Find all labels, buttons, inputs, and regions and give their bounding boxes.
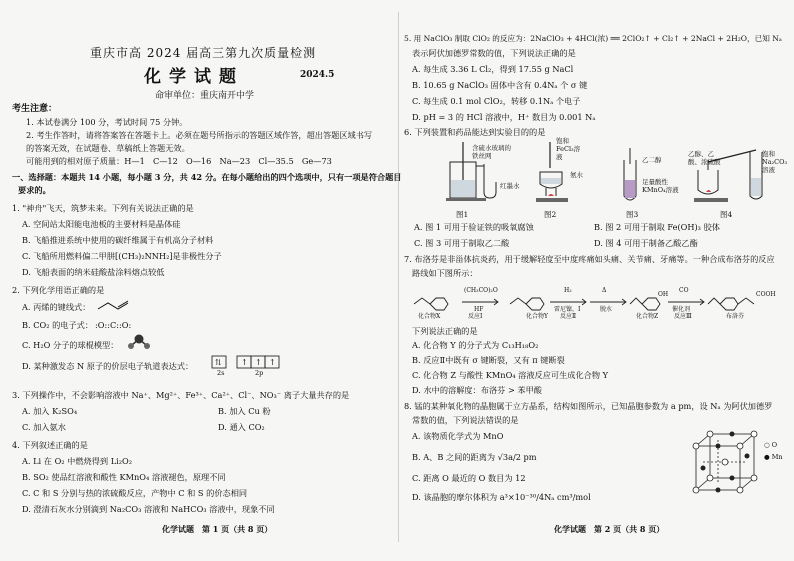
q7-name-r1: 反应Ⅰ [468, 313, 483, 320]
q5-option-b: B. 10.65 g NaClO₃ 固体中含有 0.4Nₐ 个 σ 键 [412, 80, 588, 90]
q7-name-r2: 反应Ⅱ [560, 313, 577, 320]
orbital-2p-label: 2p [255, 369, 264, 377]
q3-option-b: B. 加入 Cu 粉 [218, 406, 271, 416]
fig4-caption: 图4 [720, 210, 733, 219]
q6-option-b: B. 图 2 可用于制取 Fe(OH)₃ 胶体 [594, 222, 720, 232]
q1-option-a: A. 空间站太阳能电池板的主要材料是晶体硅 [22, 219, 181, 229]
q4-option-c: C. C 和 S 分别与热的浓硫酸反应，产物中 C 和 S 的价态相同 [22, 488, 248, 498]
q6-option-a: A. 图 1 可用于验证铁的吸氧腐蚀 [414, 222, 534, 232]
q2-option-c: C. H₂O 分子的球棍模型： [22, 340, 119, 350]
q2-option-d: D. 某种激发态 N 原子的价层电子轨道表达式： [22, 361, 194, 371]
q6-option-c: C. 图 3 可用于制取乙二酸 [414, 238, 510, 248]
q7-stem: 7. 布洛芬是非甾体抗炎药，用于缓解轻度至中度疼痛如头痛、关节痛、牙痛等。一种合成布洛芬的反应 [404, 254, 775, 264]
q7-reagent-2: H₂ [564, 287, 572, 294]
q8-option-b: B. A、B 之间的距离为 √3a/2 pm [412, 452, 537, 462]
crystal-cell-icon [690, 428, 760, 502]
q3-option-c: C. 加入氨水 [22, 422, 66, 432]
q8-stem-cont: 常数的值，下列说法错误的是 [412, 415, 519, 425]
section1-heading: 一、选择题：本题共 14 小题，每小题 3 分，共 42 分。在每小题给出的四个选项中，只有一项是符合题目 [12, 172, 402, 182]
q1-option-d: D. 飞船表面的纳米硅酸盐涂料熔点较低 [22, 267, 165, 277]
exam-date: 2024.5 [300, 70, 335, 80]
orbital-2s-label: 2s [217, 369, 225, 377]
q2-option-b: B. CO₂ 的电子式： [22, 320, 94, 330]
notice-2: 2. 考生作答时，请将答案答在答题卡上。必须在题号所指示的答题区域作答，超出答题区域书写 [26, 130, 373, 140]
q7-reagent-2b: 雷尼镍，I [554, 306, 581, 313]
apparatus-fig3-icon [618, 146, 642, 206]
fig1-label-ink: 红墨水 [500, 182, 520, 190]
section1-heading-cont: 要求的。 [18, 185, 51, 195]
fig4-label-na2co3: 饱和Na₂CO₃溶液 [762, 150, 788, 174]
q7-question: 下列说法正确的是 [412, 326, 478, 336]
legend-mn-icon: ● [764, 453, 772, 461]
q7-oh-label: OH [658, 291, 669, 298]
fig1-caption: 图1 [456, 210, 469, 219]
legend-o [764, 440, 777, 450]
q7-name-ibuprofen: 布洛芬 [726, 313, 745, 320]
right-page [404, 0, 786, 561]
fig4-label-reagents: 乙醇、乙酸、浓硫酸 [688, 150, 721, 166]
fig2-label-fecl3: 饱和FeCl₃溶液 [556, 137, 581, 161]
q7-name-z: 化合物Z [636, 313, 659, 320]
q1-option-b: B. 飞船推进系统中使用的碳纤维属于有机高分子材料 [22, 235, 214, 245]
svg-text:⇅: ⇅ [215, 358, 222, 367]
q7-name-y: 化合物Y [526, 313, 548, 320]
q8-option-c: C. 距离 O 最近的 O 数目为 12 [412, 473, 526, 483]
q8-stem: 8. 锰的某种氧化物的晶胞属于立方晶系，结构如图所示，已知晶胞参数为 a pm，设 Nₐ 为阿伏加德罗 [404, 401, 773, 411]
q7-cooh-label: COOH [756, 291, 776, 298]
q1-stem: 1. "神舟"飞天，筑梦未来。下列有关说法正确的是 [12, 203, 194, 213]
q1-option-c: C. 飞船所用燃料偏二甲肼[(CH₃)₂NNH₂]是非极性分子 [22, 251, 222, 261]
legend-mn-label: Mn [771, 453, 783, 461]
q4-option-a: A. Li 在 O₂ 中燃烧得到 Li₂O₂ [22, 456, 133, 466]
q5-option-a: A. 每生成 3.36 L Cl₂，得到 17.55 g NaCl [412, 64, 574, 74]
q7-reagent-1b: HF [474, 306, 484, 313]
setter-line: 命审单位：重庆南开中学 [155, 91, 255, 101]
q7-option-d: D. 水中的溶解度：布洛芬 > 苯甲酸 [412, 385, 542, 395]
q7-reagent-1: (CH₃CO)₂O [464, 287, 498, 294]
q3-option-d: D. 通入 CO₂ [218, 422, 265, 432]
legend-o-label: O [771, 441, 778, 449]
q5-stem: 5. 用 NaClO₃ 制取 ClO₂ 的反应为：2NaClO₃ + 4HCl(浓) ══ 2ClO₂↑ + Cl₂↑ + 2NaCl + 2H₂O，已知 Nₐ [404, 34, 782, 43]
q2-option-a: A. 丙烯的键线式： [22, 302, 91, 312]
q4-option-d: D. 澄清石灰水分别滴到 Na₂CO₃ 溶液和 NaHCO₃ 溶液中，现象不同 [22, 504, 275, 514]
q4-option-b: B. SO₂ 使品红溶液和酸性 KMnO₄ 溶液褪色，原理不同 [22, 472, 226, 482]
q5-option-d: D. pH = 3 的 HCl 溶液中，H⁺ 数目为 0.001 Nₐ [412, 112, 596, 122]
co2-electron-formula: :O::C::O: [95, 320, 132, 330]
q6-stem: 6. 下列装置和药品能达到实验目的的是 [404, 127, 546, 137]
q7-option-b: B. 反应Ⅱ中既有 σ 键断裂，又有 π 键断裂 [412, 355, 565, 365]
q2-stem: 2. 下列化学用语正确的是 [12, 285, 105, 295]
fig2-caption: 图2 [544, 210, 557, 219]
q6-option-d: D. 图 4 可用于制备乙酸乙酯 [594, 238, 698, 248]
legend-mn [764, 452, 783, 462]
propene-skeletal-icon [96, 300, 132, 312]
svg-text:↑: ↑ [269, 358, 276, 367]
q5-option-c: C. 每生成 0.1 mol ClO₂，转移 0.1Nₐ 个电子 [412, 96, 581, 106]
q7-stem-cont: 路线如下图所示： [412, 268, 478, 278]
q7-reagent-4: CO [679, 287, 689, 294]
svg-text:↑: ↑ [241, 358, 248, 367]
notice-4: 可能用到的相对原子质量：H—1 C—12 O—16 Na—23 Cl—35.5 Ge—73 [26, 156, 332, 166]
exam-title: 重庆市高 2024 届高三第九次质量检测 [90, 46, 317, 60]
left-page [12, 0, 402, 561]
fig3-label-glycol: 乙二醇 [642, 156, 662, 164]
water-ball-stick-icon [124, 333, 154, 351]
notice-head: 考生注意： [12, 104, 58, 114]
fig2-label-ammonia: 氨水 [570, 171, 583, 179]
subject-title: 化学试题 [144, 67, 244, 87]
q7-option-a: A. 化合物 Y 的分子式为 C₁₃H₁₈O₂ [412, 340, 539, 350]
q3-stem: 3. 下列操作中，不会影响溶液中 Na⁺、Mg²⁺、Fe³⁺、Ca²⁺、Cl⁻、NO₃⁻ 离子大量共存的是 [12, 390, 350, 400]
q7-reagent-4b: 催化剂 [672, 306, 691, 313]
legend-o-icon: ○ [764, 441, 772, 449]
notice-3: 的答案无效，在试题卷、草稿纸上答题无效。 [26, 143, 190, 153]
q7-name-x: 化合物X [418, 313, 441, 320]
fig3-label-kmno4: 足量酸性KMnO₄溶液 [642, 178, 679, 194]
q7-option-c: C. 化合物 Z 与酸性 KMnO₄ 溶液反应可生成化合物 Y [412, 370, 609, 380]
svg-text:↑: ↑ [255, 358, 262, 367]
q5-stem-cont: 表示阿伏加德罗常数的值，下列说法正确的是 [412, 48, 576, 58]
q8-option-a: A. 该物质化学式为 MnO [412, 431, 504, 441]
q7-name-r3: 反应Ⅲ [674, 313, 692, 320]
q4-stem: 4. 下列叙述正确的是 [12, 440, 88, 450]
page-divider [398, 12, 399, 542]
q7-reagent-3: Δ [602, 287, 607, 294]
q3-option-a: A. 加入 K₂SO₄ [22, 406, 78, 416]
page-footer-1: 化学试题 第 1 页（共 8 页） [162, 524, 273, 534]
fig3-caption: 图3 [626, 210, 639, 219]
page-footer-2: 化学试题 第 2 页（共 8 页） [554, 524, 665, 534]
fig1-label-mesh: 含硫水玻璃的铁丝网 [472, 144, 511, 160]
q8-option-d: D. 该晶胞的摩尔体积为 a³×10⁻³⁰/4Nₐ cm³/mol [412, 492, 591, 502]
q7-reagent-3b: 脱水 [600, 306, 613, 313]
notice-1: 1. 本试卷满分 100 分，考试时间 75 分钟。 [26, 117, 188, 127]
